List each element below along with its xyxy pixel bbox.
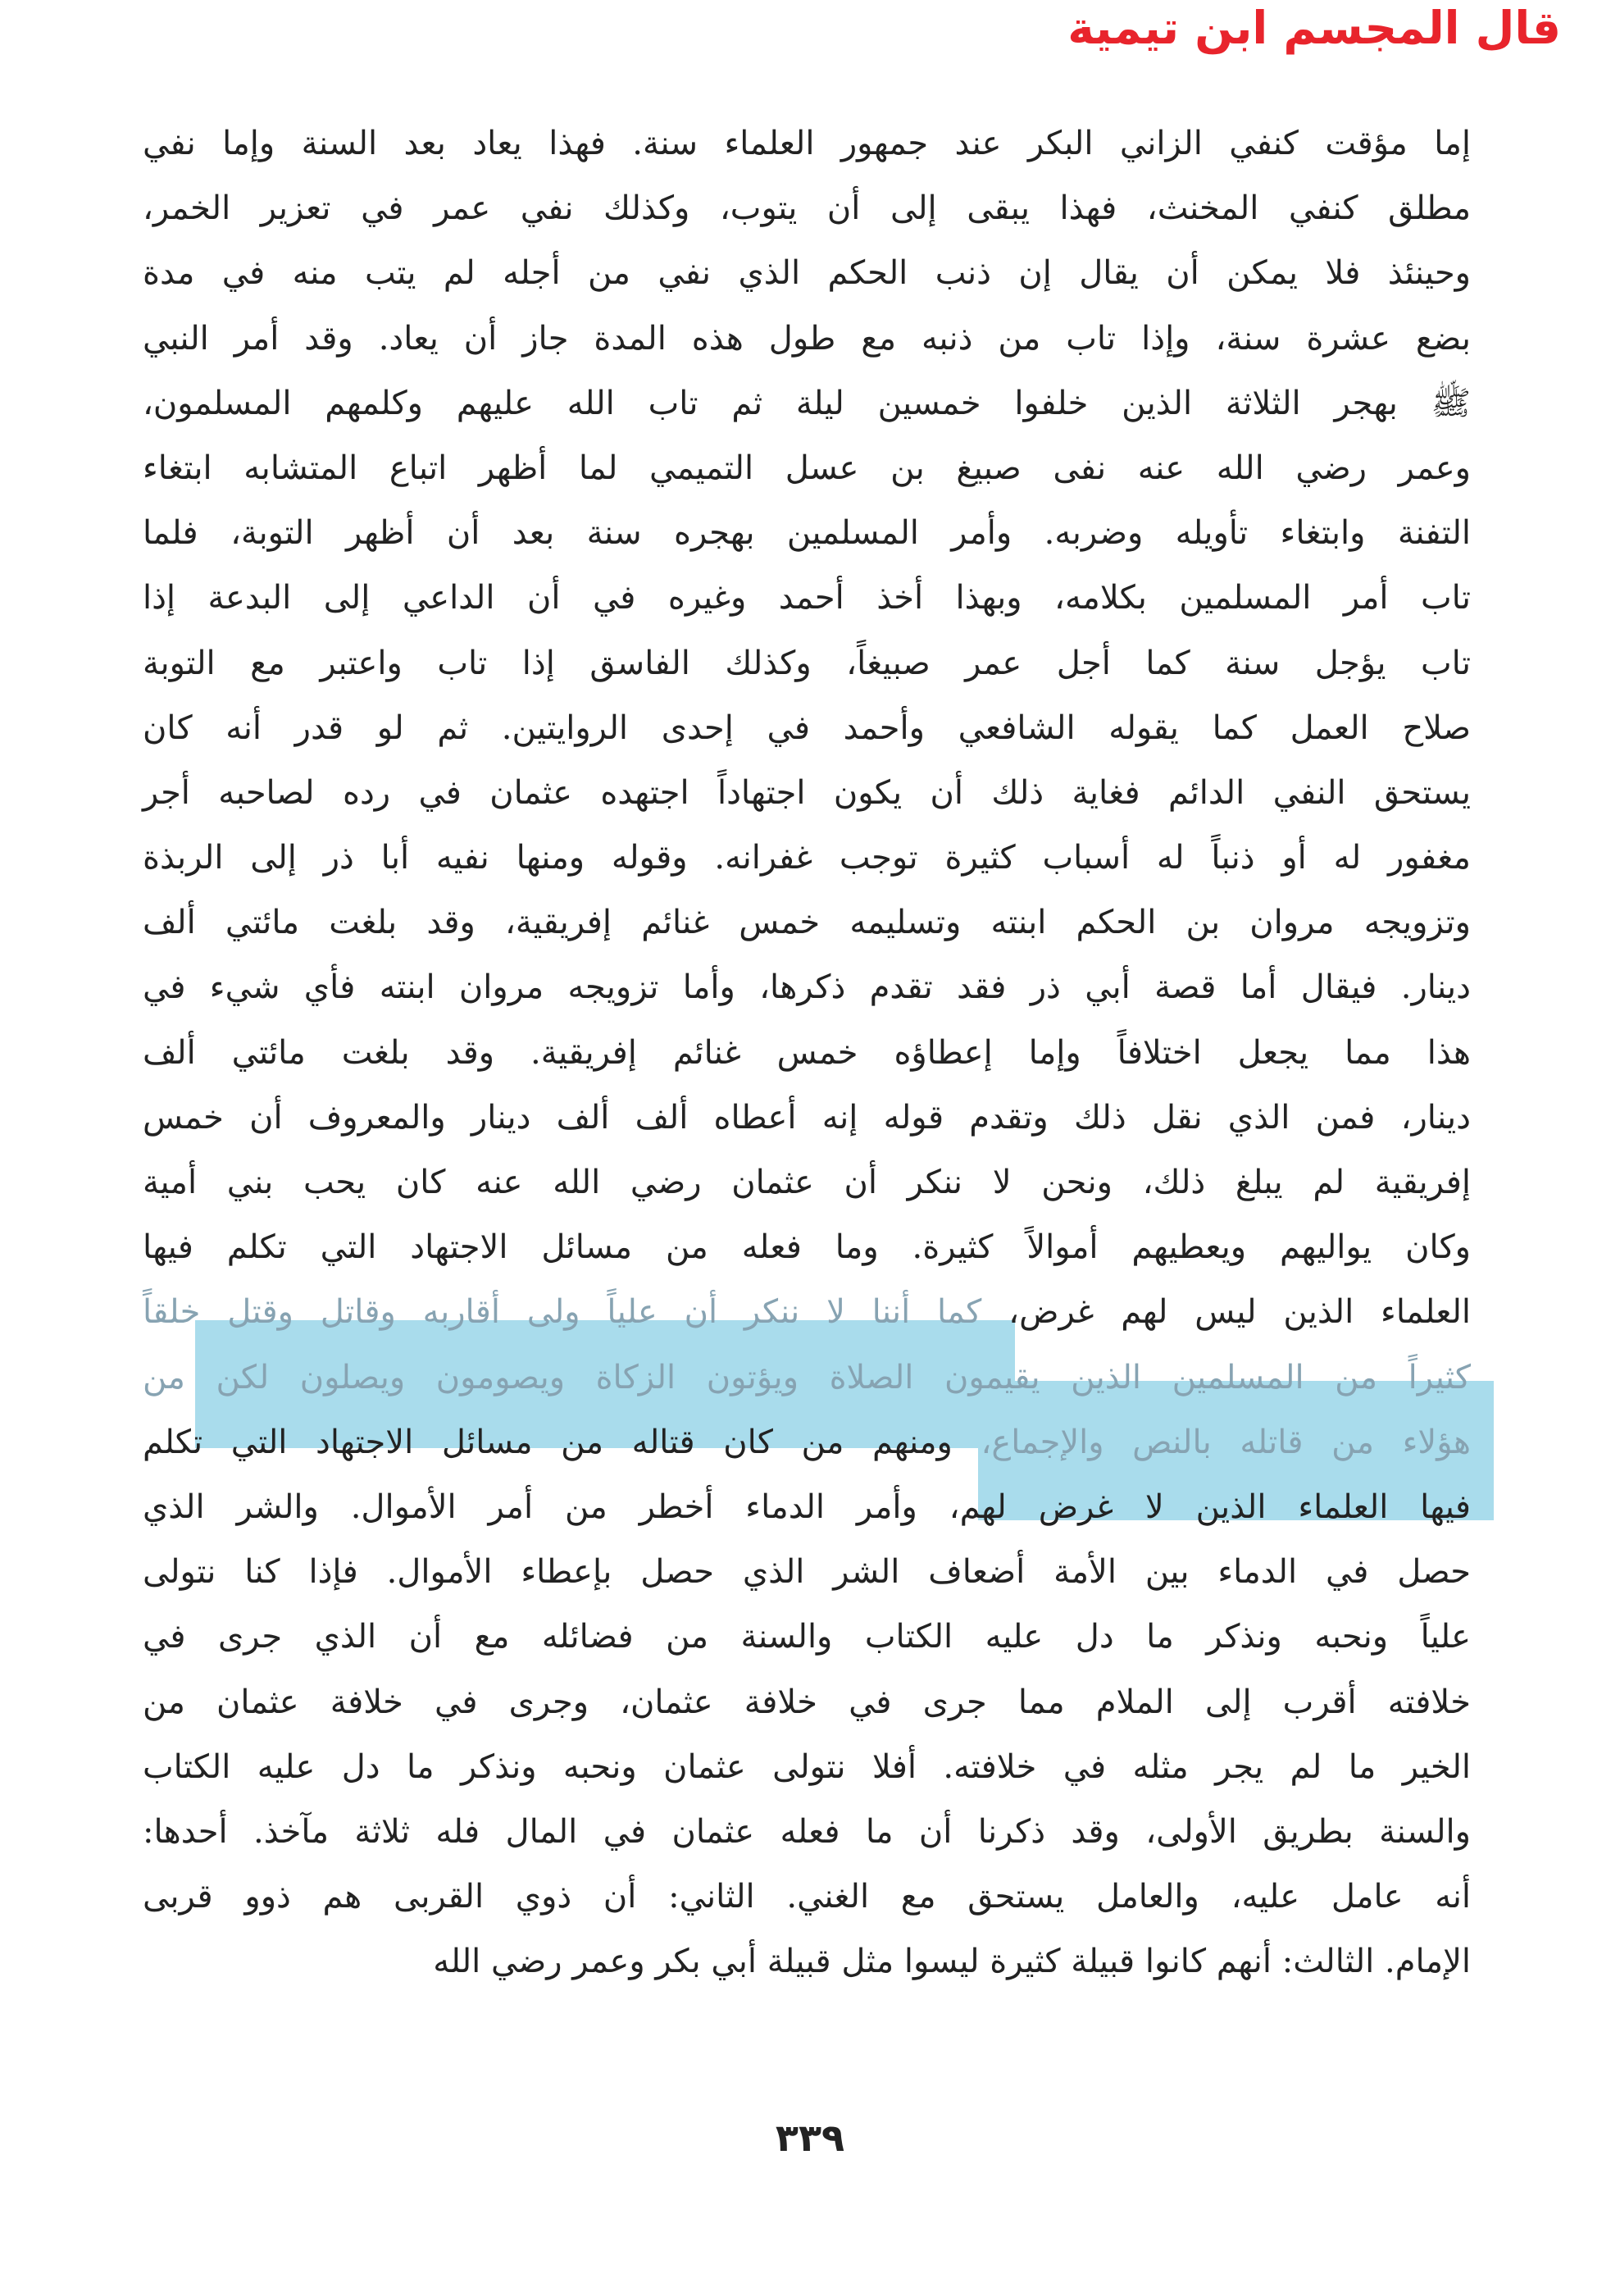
text-line: الخير ما لم يجر مثله في خلافته. أفلا نتولى عثمان ونحبه ونذكر ما دل عليه الكتاب bbox=[143, 1747, 1471, 1786]
text-line: فيها العلماء الذين لا غرض لهم، وأمر الدماء أخطر من أمر الأموال. والشر الذي bbox=[143, 1487, 1471, 1526]
text-line: علياً ونحبه ونذكر ما دل عليه الكتاب والسنة من فضائله مع أن الذي جرى في bbox=[143, 1618, 1471, 1656]
text-line: صلاح العمل كما يقوله الشافعي وأحمد في إحدى الروايتين. ثم لو قدر أنه كان bbox=[143, 708, 1471, 747]
text-line: وكان يواليهم ويعطيهم أموالاً كثيرة. وما فعله من مسائل الاجتهاد التي تكلم فيها bbox=[143, 1228, 1471, 1267]
text-line-mixed bbox=[143, 1410, 1471, 1475]
text-line: وعمر رضي الله عنه نفى صبيغ بن عسل التميمي لما أظهر اتباع المتشابه ابتغاء bbox=[143, 449, 1471, 487]
text-line: إما مؤقت كنفي الزاني البكر عند جمهور العلماء سنة. فهذا يعاد بعد السنة وإما نفي bbox=[143, 125, 1471, 162]
text-line: وتزويجه مروان بن الحكم ابنته وتسليمه خمس غنائم إفريقية، وقد بلغت مائتي ألف bbox=[143, 904, 1471, 942]
text-line: تاب أمر المسلمين بكلامه، وبهذا أخذ أحمد وغيره في أن الداعي إلى البدعة إذا bbox=[143, 579, 1472, 617]
page-body bbox=[143, 112, 1471, 1994]
text-line-highlighted bbox=[143, 1346, 1471, 1410]
text-line: الإمام. الثالث: أنهم كانوا قبيلة كثيرة ليسوا مثل قبيلة أبي بكر وعمر رضي الله bbox=[433, 1943, 1471, 1981]
text-line: يستحق النفي الدائم فغاية ذلك أن يكون اجتهاداً اجتهده عثمان في رده لصاحبه أجر bbox=[143, 773, 1471, 812]
text-line: دينار، فمن الذي نقل ذلك وتقدم قوله إنه أعطاه ألف ألف دينار والمعروف أن خمس bbox=[143, 1098, 1471, 1137]
page-number: ٣٣٩ bbox=[775, 2116, 845, 2160]
text-line: دينار. فيقال أما قصة أبي ذر فقد تقدم ذكرها، وأما تزويجه مروان ابنته فأي شيء في bbox=[143, 968, 1471, 1007]
text-line: أنه عامل عليه، والعامل يستحق مع الغني. الثاني: أن ذوي القربى هم ذوو قربى bbox=[143, 1878, 1472, 1916]
text-line: وحينئذ فلا يمكن أن يقال إن ذنب الحكم الذي نفي من أجله لم يتب منه في مدة bbox=[143, 254, 1471, 293]
text-segment: العلماء الذين ليس لهم غرض، bbox=[1008, 1293, 1471, 1332]
highlighted-text: كثيراً من المسلمين الذين يقيمون الصلاة ويؤتون الزكاة ويصومون ويصلون لكن من bbox=[143, 1358, 1471, 1396]
text-line-mixed bbox=[143, 1280, 1471, 1345]
text-line: ﷺ بهجر الثلاثة الذين خلفوا خمسين ليلة ثم تاب الله عليهم وكلمهم المسلمون، bbox=[143, 384, 1471, 422]
text-line: والسنة بطريق الأولى، وقد ذكرنا أن ما فعله عثمان في المال فله ثلاثة مآخذ. أحدها: bbox=[143, 1812, 1471, 1851]
text-line: حصل في الدماء بين الأمة أضعاف الشر الذي حصل بإعطاء الأموال. فإذا كنا نتولى bbox=[143, 1553, 1471, 1592]
text-line: تاب يؤجل سنة كما أجل عمر صبيغاً، وكذلك الفاسق إذا تاب واعتبر مع التوبة bbox=[143, 644, 1471, 682]
text-line: بضع عشرة سنة، وإذا تاب من ذنبه مع طول هذه المدة جاز أن يعاد. وقد أمر النبي bbox=[143, 319, 1471, 358]
highlighted-text: كما أننا لا ننكر أن علياً ولى أقاربه وقاتل وقتل خلقاً bbox=[143, 1293, 982, 1332]
text-segment: ومنهم من كان قتاله من مسائل الاجتهاد التي تكلم bbox=[143, 1423, 953, 1461]
text-line: هذا مما يجعل اختلافاً وإما إعطاؤه خمس غنائم إفريقية. وقد بلغت مائتي ألف bbox=[143, 1033, 1471, 1072]
text-line: خلافته أقرب إلى الملام مما جرى في خلافة عثمان، وجرى في خلافة عثمان من bbox=[143, 1683, 1471, 1721]
text-line: مطلق كنفي المخنث، فهذا يبقى إلى أن يتوب، وكذلك نفي عمر في تعزير الخمر، bbox=[143, 189, 1471, 228]
page-title: قال المجسم ابن تيمية bbox=[1067, 2, 1561, 54]
highlighted-text: هؤلاء من قاتله بالنص والإجماع، bbox=[981, 1423, 1471, 1461]
text-line: إفريقية لم يبلغ ذلك، ونحن لا ننكر أن عثمان رضي الله عنه كان يحب بني أمية bbox=[143, 1164, 1471, 1201]
text-line: التفنة وابتغاء تأويله وضربه. وأمر المسلمين بهجره سنة بعد أن أظهر التوبة، فلما bbox=[143, 514, 1471, 553]
text-line: مغفور له أو ذنباً له أسباب كثيرة توجب غفرانه. وقوله ومنها نفيه أبا ذر إلى الربذة bbox=[143, 839, 1471, 877]
